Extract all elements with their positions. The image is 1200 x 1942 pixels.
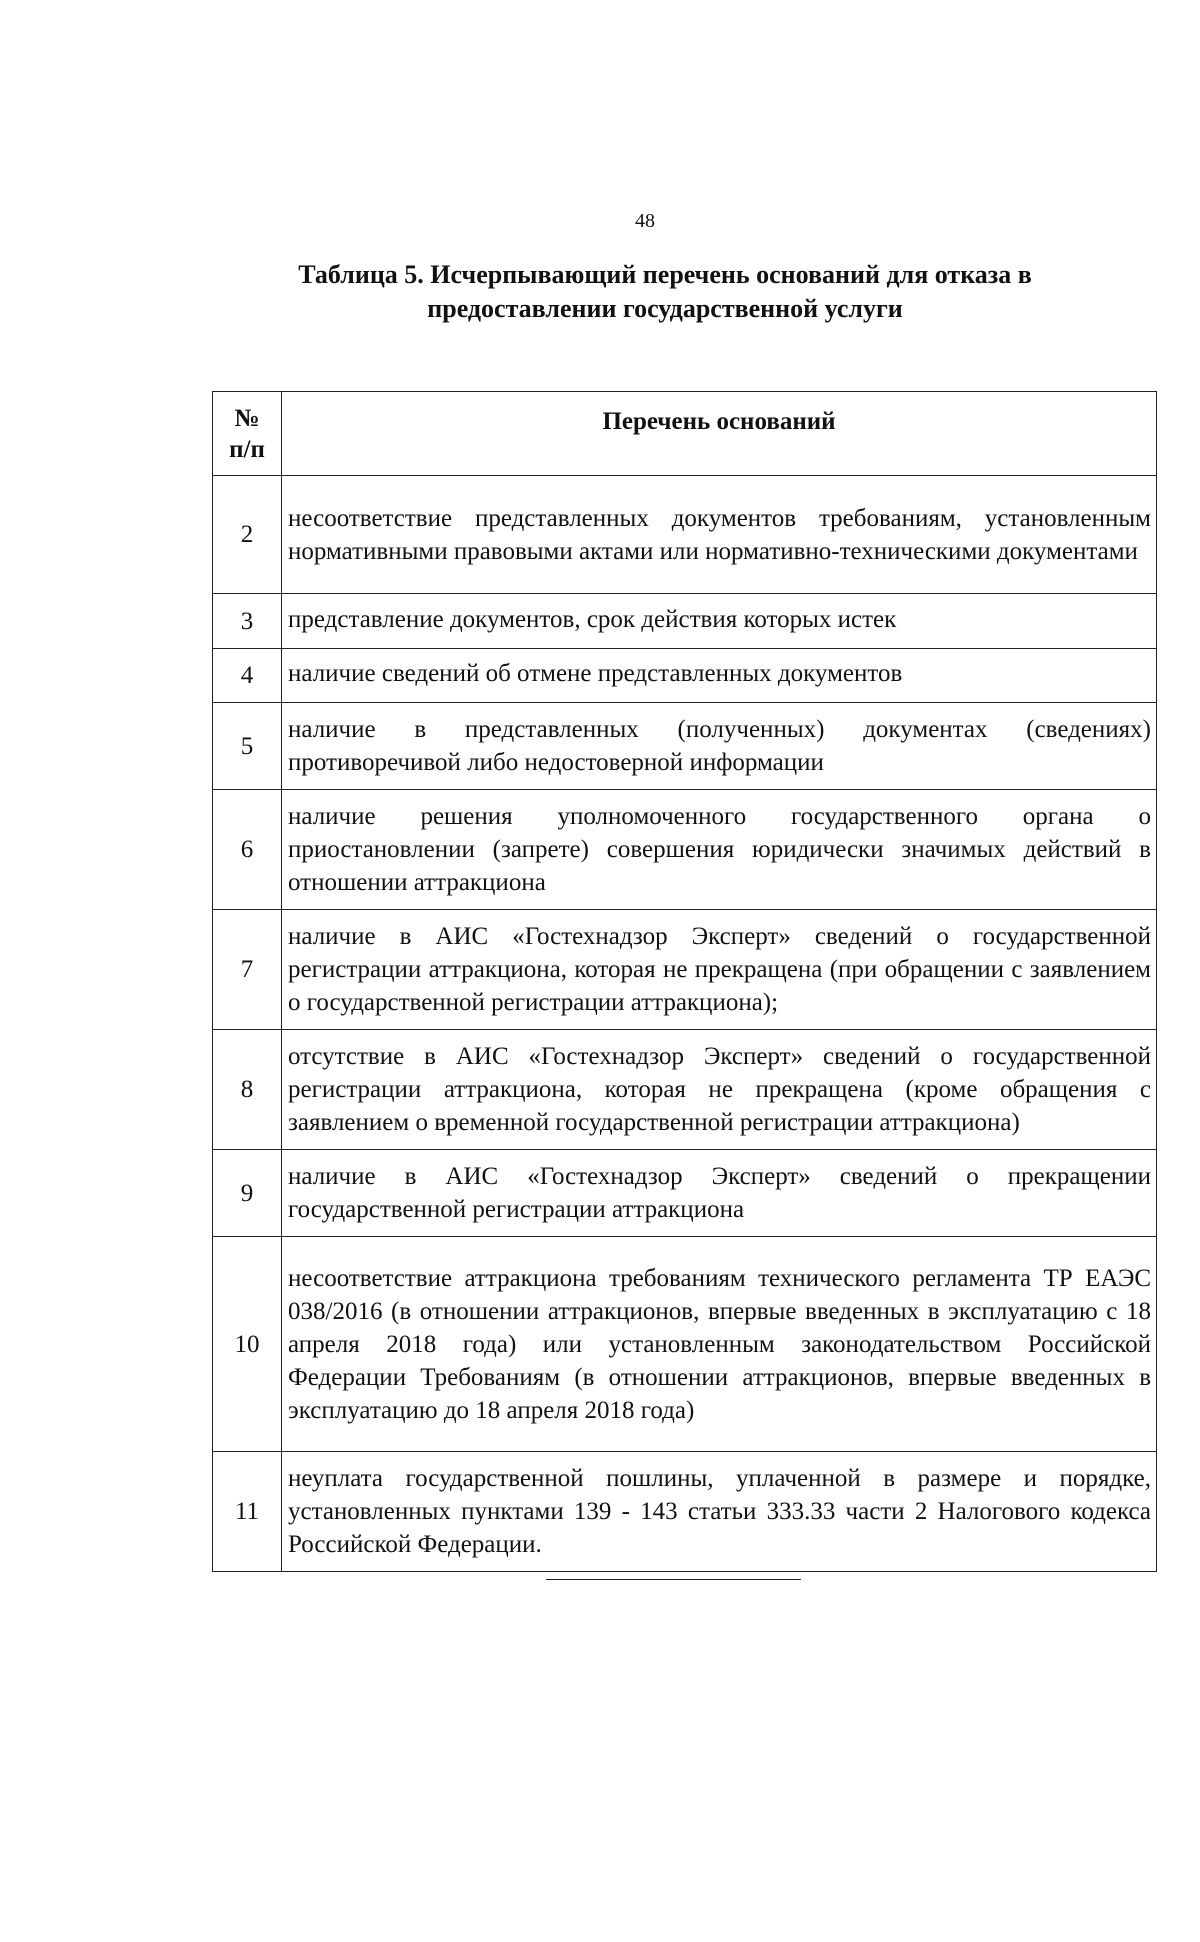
row-text: представление документов, срок действия которых истек: [282, 594, 1157, 649]
end-rule: [546, 1579, 801, 1580]
row-text: наличие в АИС «Гостехнадзор Эксперт» сведений о прекращении государственной регистрации аттракциона: [282, 1150, 1157, 1237]
table-header-row: [213, 392, 1157, 476]
row-number: 5: [213, 703, 282, 790]
table-row: [213, 703, 1157, 790]
row-number: 3: [213, 594, 282, 649]
row-number: 8: [213, 1030, 282, 1150]
page-number: 48: [635, 210, 655, 232]
grounds-table: [212, 391, 1157, 1572]
row-number: 2: [213, 476, 282, 594]
table-row: [213, 1452, 1157, 1572]
row-text: наличие решения уполномоченного государственного органа о приостановлении (запрете) совершения юридически значимых действий в отношении аттракциона: [282, 790, 1157, 910]
table-row: [213, 1237, 1157, 1452]
row-text: наличие в представленных (полученных) документах (сведениях) противоречивой либо недостоверной информации: [282, 703, 1157, 790]
row-text: неуплата государственной пошлины, уплаченной в размере и порядке, установленных пунктами 139 - 143 статьи 333.33 части 2 Налогового кодекса Российской Федерации.: [282, 1452, 1157, 1572]
table-row: [213, 1150, 1157, 1237]
table-title: [215, 258, 1115, 326]
row-text: отсутствие в АИС «Гостехнадзор Эксперт» сведений о государственной регистрации аттракциона, которая не прекращена (кроме обращения с заявлением о временной государственной регистрации аттракциона): [282, 1030, 1157, 1150]
row-number: 9: [213, 1150, 282, 1237]
row-text: наличие в АИС «Гостехнадзор Эксперт» сведений о государственной регистрации аттракциона, которая не прекращена (при обращении с заявлением о государственной регистрации аттракциона);: [282, 910, 1157, 1030]
table-row: [213, 476, 1157, 594]
header-number: [213, 392, 282, 476]
table-row: [213, 1030, 1157, 1150]
header-number-line-2: п/п: [229, 435, 265, 463]
row-number: 10: [213, 1237, 282, 1452]
table-title-line-2: предоставлении государственной услуги: [427, 294, 903, 323]
table-row: [213, 649, 1157, 703]
grounds-table-container: [212, 391, 1156, 1572]
row-text: наличие сведений об отмене представленных документов: [282, 649, 1157, 703]
row-number: 6: [213, 790, 282, 910]
table-title-line-1: Таблица 5. Исчерпывающий перечень оснований для отказа в: [298, 260, 1032, 289]
row-text: несоответствие аттракциона требованиям технического регламента ТР ЕАЭС 038/2016 (в отношении аттракционов, впервые введенных в эксплуатацию с 18 апреля 2018 года) или установленным законодательством Российской Федерации Требованиям (в отношении аттракционов, впервые введенных в эксплуатацию до 18 апреля 2018 года): [282, 1237, 1157, 1452]
row-number: 11: [213, 1452, 282, 1572]
table-row: [213, 594, 1157, 649]
row-text: несоответствие представленных документов требованиям, установленным нормативными правовыми актами или нормативно-техническими документами: [282, 476, 1157, 594]
table-row: [213, 790, 1157, 910]
header-number-line-1: №: [234, 404, 260, 432]
row-number: 4: [213, 649, 282, 703]
row-number: 7: [213, 910, 282, 1030]
table-row: [213, 910, 1157, 1030]
header-grounds: Перечень оснований: [282, 392, 1157, 476]
